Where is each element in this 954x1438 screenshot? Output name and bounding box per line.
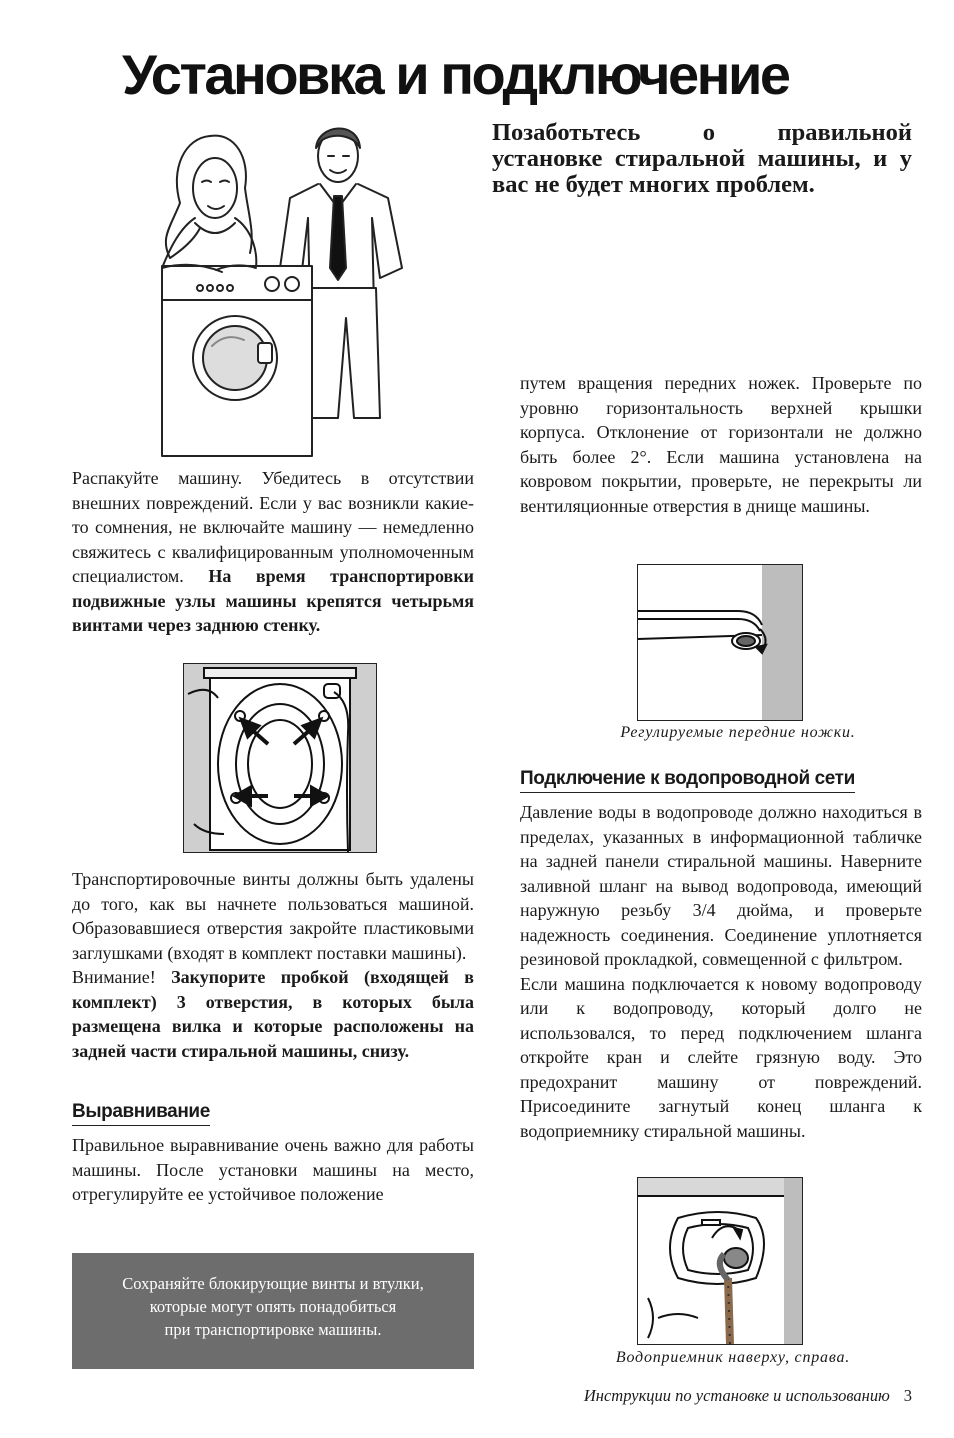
- intro-text: Позаботьтесь о правильной установке стиральной машины, и у вас не будет многих проблем.: [492, 119, 912, 198]
- attention-label: Внимание!: [72, 967, 156, 987]
- page-number: 3: [903, 1386, 912, 1405]
- unpack-text: Распакуйте машину. Убедитесь в отсутствии внешних повреждений. Если у вас возникли какие-то сомнения, не включайте машину — немедленно свяжитесь с квалифицированным уполномоченным специалистом.: [72, 468, 474, 586]
- leveling-continued-paragraph: путем вращения передних ножек. Проверьте по уровню горизонтальность верхней крышки корпуса. Отклонение от горизонтали не должно быть более 2°. Если машина установлена на ковровом покрытии, проверьте, не перекрыты ли вентиляционные отверстия в днище машины.: [520, 373, 922, 516]
- leveling-heading: Выравнивание: [72, 1100, 210, 1126]
- screws-paragraph: [72, 867, 474, 1063]
- water-text-1: Давление воды в водопроводе должно находиться в пределах, указанных в информационной табличке на задней панели стиральной машины. Наверните заливной шланг на вывод водопровода, имеющий наружную резьбу 3/4 дюйма, и проверьте надежность соединения. Соединение уплотняется резиновой прокладкой, совмещенной с фильтром.: [520, 802, 922, 969]
- adjustable-feet-figure: [637, 564, 803, 721]
- water-text-2: Если машина подключается к новому водопроводу или к водопроводу, который долго не использовался, то перед подключением шланга откройте кран и слейте грязную воду. Это предохранит машину от повреждений. Присоедините загнутый конец шланга к водоприемнику стиральной машины.: [520, 973, 922, 1141]
- back-panel-screws-figure: [183, 663, 377, 853]
- water-paragraph: [520, 800, 922, 1143]
- page-footer: [520, 1386, 912, 1406]
- water-inlet-figure: [637, 1177, 803, 1345]
- note-box: [72, 1253, 474, 1369]
- note-line-3: при транспортировке машины.: [164, 1320, 382, 1339]
- footer-text: Инструкции по установке и использованию: [583, 1386, 890, 1405]
- screws-text: Транспортировочные винты должны быть удалены до того, как вы начнете пользоваться машиной. Образовавшиеся отверстия закройте пластиковыми заглушками (входят в комплект поставки машины).: [72, 869, 474, 963]
- note-line-2: которые могут опять понадобиться: [149, 1297, 397, 1316]
- unpack-paragraph: [72, 466, 474, 638]
- leveling-paragraph: Правильное выравнивание очень важно для работы машины. После установки машины на место, отрегулируйте ее устойчивое положение: [72, 1135, 474, 1204]
- water-heading: Подключение к водопроводной сети: [520, 767, 855, 793]
- inlet-caption: Водоприемник наверху, справа.: [615, 1349, 851, 1366]
- feet-caption: Регулируемые передние ножки.: [620, 724, 856, 741]
- unpack-bold-text: На время транспортировки подвижные узлы машины крепятся четырьмя винтами через заднюю стенку.: [72, 566, 474, 635]
- page-title: Установка и подключение: [122, 43, 789, 106]
- attention-bold-text: Закупорите пробкой (входящей в комплект) 3 отверстия, в которых была размещена вилка и которые расположены на задней части стиральной машины, снизу.: [72, 967, 474, 1061]
- couple-washer-illustration: [140, 118, 430, 463]
- note-line-1: Сохраняйте блокирующие винты и втулки,: [122, 1274, 424, 1293]
